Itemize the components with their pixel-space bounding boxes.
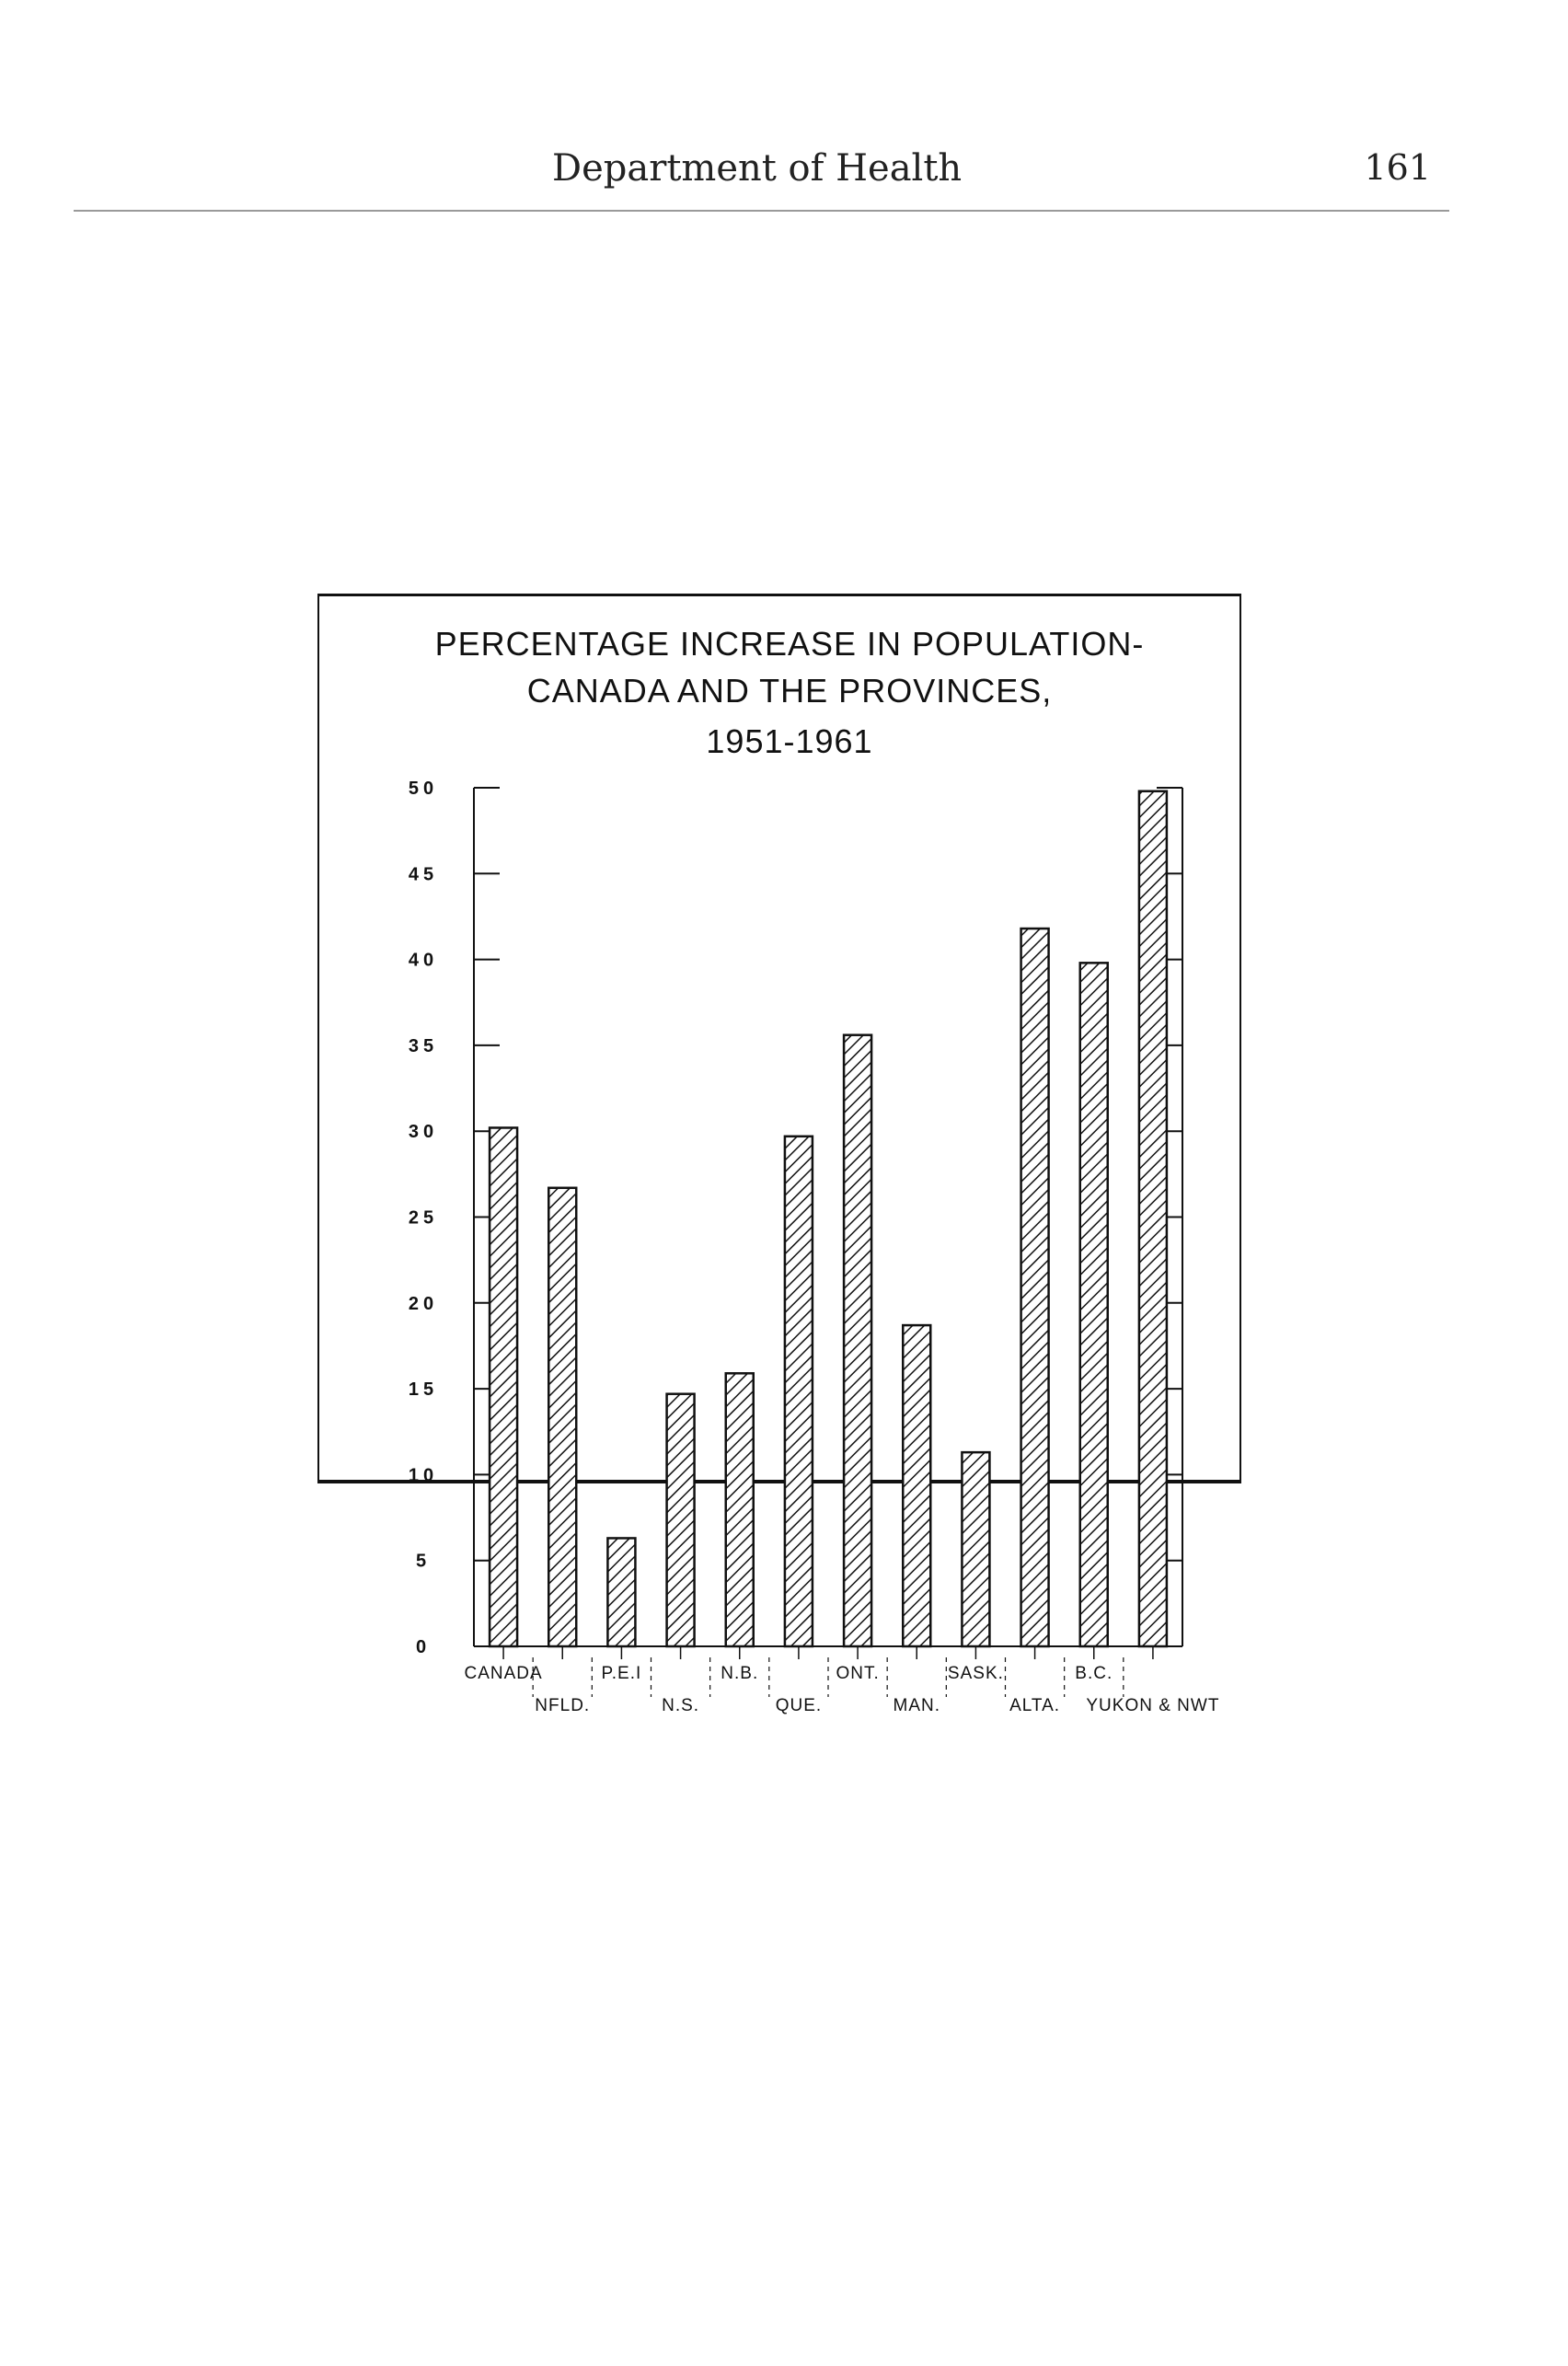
y-tick-label: 40 bbox=[408, 950, 439, 971]
y-tick-label: 10 bbox=[408, 1465, 439, 1486]
x-category-label: MAN. bbox=[893, 1696, 940, 1715]
bar-man bbox=[903, 1325, 930, 1646]
y-tick-label: 15 bbox=[408, 1379, 439, 1401]
bar-p-e-i bbox=[607, 1538, 635, 1646]
y-tick-label: 0 bbox=[415, 1637, 432, 1657]
y-tick-label: 30 bbox=[408, 1122, 439, 1143]
chart-axes bbox=[474, 788, 1182, 1697]
x-category-label: ALTA. bbox=[1009, 1696, 1061, 1715]
x-category-label: N.S. bbox=[662, 1696, 700, 1715]
x-category-label: NFLD. bbox=[535, 1696, 591, 1715]
y-tick-label: 20 bbox=[408, 1293, 439, 1314]
page-number: 161 bbox=[1364, 147, 1431, 188]
page-header-title: Department of Health bbox=[552, 147, 963, 190]
bar-que bbox=[785, 1137, 813, 1646]
chart-bars bbox=[490, 791, 1167, 1646]
bar-canada bbox=[490, 1127, 517, 1646]
bar-yukon-nwt bbox=[1139, 791, 1167, 1646]
x-category-label: YUKON & NWT bbox=[1086, 1696, 1220, 1715]
y-tick-label: 45 bbox=[408, 864, 439, 885]
bar-n-b bbox=[726, 1373, 754, 1646]
bar-alta bbox=[1021, 929, 1049, 1646]
bar-ont bbox=[844, 1035, 871, 1646]
x-category-label: N.B. bbox=[721, 1664, 759, 1683]
x-category-label: QUE. bbox=[775, 1696, 823, 1715]
x-category-labels bbox=[464, 1664, 1219, 1715]
x-category-label: B.C. bbox=[1075, 1664, 1113, 1683]
chart-title-line-3: 1951-1961 bbox=[706, 722, 873, 760]
y-tick-label: 35 bbox=[408, 1035, 439, 1056]
x-category-label: SASK. bbox=[947, 1664, 1004, 1683]
x-category-label: ONT. bbox=[836, 1664, 880, 1683]
y-tick-label: 5 bbox=[415, 1551, 432, 1572]
chart-title-line-1: PERCENTAGE INCREASE IN POPULATION- bbox=[434, 625, 1145, 663]
chart-title-line-2: CANADA AND THE PROVINCES, bbox=[526, 672, 1053, 710]
y-tick-label: 25 bbox=[408, 1207, 439, 1229]
x-category-label: P.E.I bbox=[601, 1664, 642, 1683]
y-tick-label: 50 bbox=[408, 779, 439, 799]
x-category-label: CANADA bbox=[464, 1664, 543, 1683]
bar-nfld bbox=[548, 1188, 576, 1646]
y-tick-labels bbox=[409, 779, 438, 1657]
bar-b-c bbox=[1080, 963, 1108, 1646]
bar-sask bbox=[962, 1452, 989, 1646]
bar-n-s bbox=[667, 1394, 695, 1646]
